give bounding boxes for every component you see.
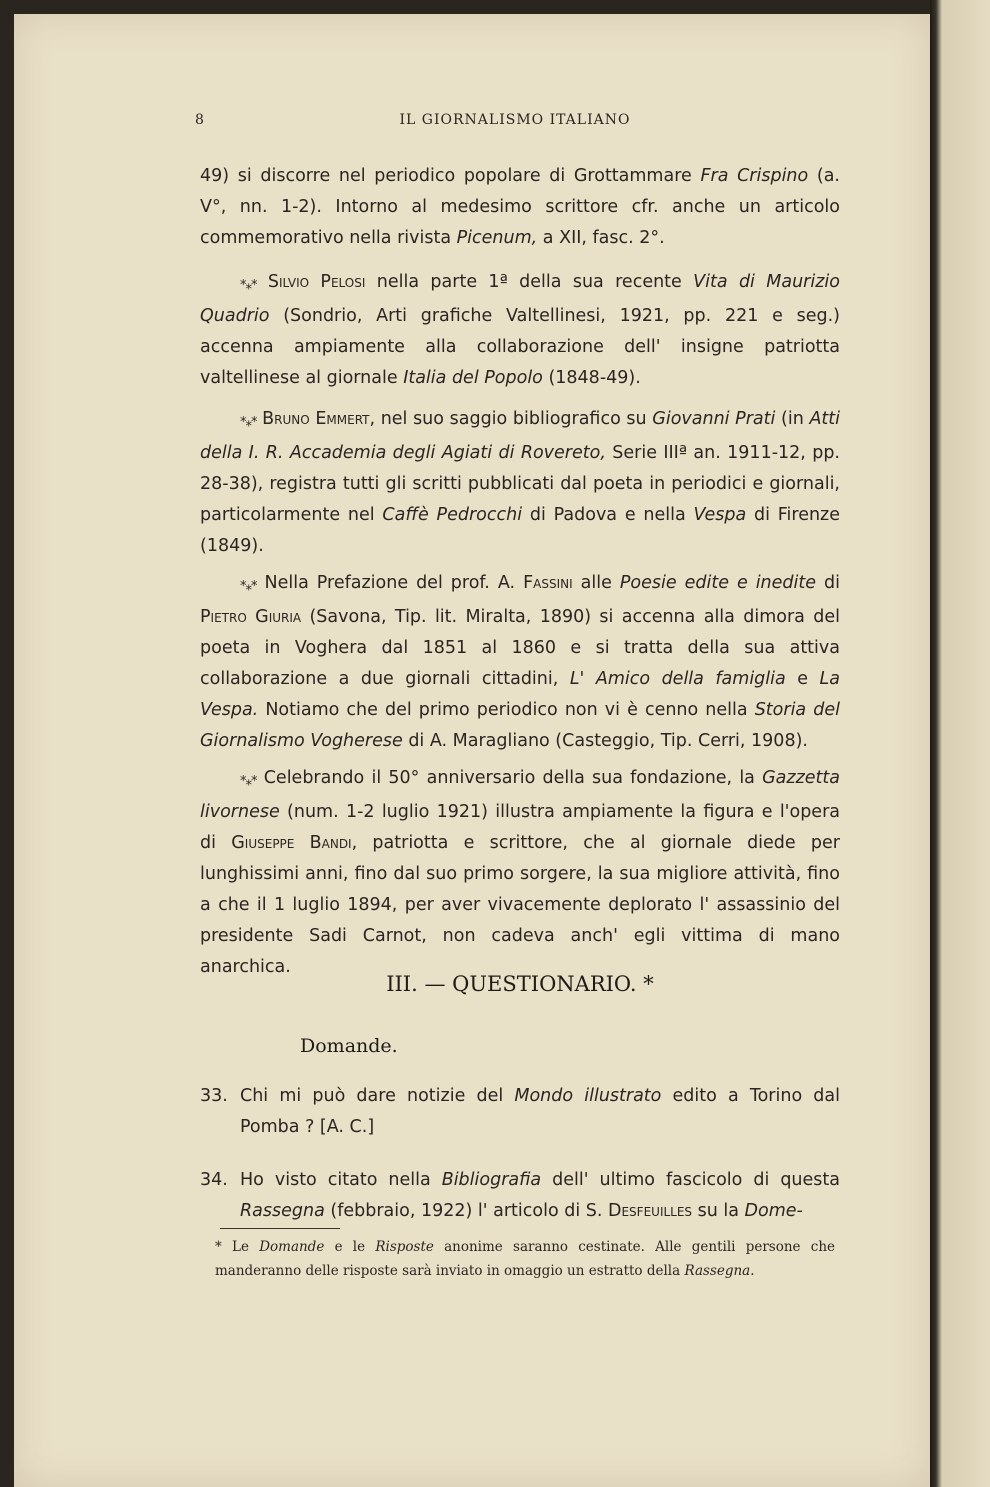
book-title: Storia del Giornalismo Vogherese (200, 700, 840, 751)
text-span: alle (572, 573, 620, 593)
periodical-title: Mondo illustrato (514, 1086, 662, 1106)
text-span: di Padova e nella (522, 505, 694, 525)
paragraph-continuation (200, 161, 840, 254)
book-title: Vita di Maurizio Quadrio (200, 272, 840, 326)
title-fragment: Dome- (744, 1201, 803, 1221)
periodical-title: Fra Crispino (700, 166, 809, 186)
author-name: Desfeuilles (608, 1201, 693, 1221)
paragraph-emmert (200, 404, 840, 562)
book-title: Giovanni Prati (652, 409, 776, 429)
text-span: di Firenze (1849). (200, 505, 841, 556)
question-text (240, 1165, 840, 1227)
author-name: Fassini (523, 573, 573, 593)
text-span: Celebrando il 50° anniversario della sua fondazione, la (263, 768, 763, 788)
text-span: e le (324, 1239, 376, 1255)
text-span: patriotta e scrittore, che al giornale diede per lunghissimi anni, fino dal suo primo sorgere, la sua migliore attività, fino a che il 1 luglio 1894, per aver vivacemente deplorato l' assassinio del presidente Sadi Carnot, non cadeva anch' egli vittima di mano anarchica. (200, 833, 841, 977)
text-span: 49) si discorre nel periodico popolare di Grottammare (200, 166, 701, 186)
periodical-title: Rassegna. (684, 1263, 755, 1279)
text-span: su la (692, 1201, 745, 1221)
subheading: Domande. (300, 1035, 398, 1057)
question-33 (200, 1081, 840, 1143)
question-number: 34. (200, 1170, 228, 1190)
text-span: Chi mi può dare notizie del (240, 1086, 515, 1106)
running-title: IL GIORNALISMO ITALIANO (399, 112, 631, 128)
author-name: Bruno Emmert, (262, 409, 376, 429)
asterism-icon: *⁎* (240, 415, 257, 430)
journal-title: Atti della I. R. Accademia degli Agiati di Rovereto, (200, 409, 840, 463)
periodical-title: Caffè Pedrocchi (382, 505, 523, 525)
page-header (195, 112, 835, 138)
text-span: (num. 1-2 luglio 1921) illustra ampiamente la figura e l'opera di (200, 802, 840, 853)
text-span: * Le (215, 1239, 260, 1255)
text-span: nella parte 1ª della sua recente (365, 272, 694, 292)
text-span: a XII, fasc. 2°. (537, 228, 665, 248)
text-span: dell' ultimo fascicolo di questa (541, 1170, 840, 1190)
section-name: Domande (259, 1239, 325, 1255)
text-span: edito a Torino dal Pomba ? [A. C.] (240, 1086, 840, 1137)
periodical-title: Italia del Popolo (403, 368, 543, 388)
author-name: Pietro Giuria (200, 607, 302, 627)
text-span: (Savona, Tip. lit. Miralta, 1890) si accenna alla dimora del poeta in Voghera dal 1851 al 1860 e si tratta della sua attiva collaborazione a due giornali cittadini, (200, 607, 840, 689)
text-span: di (816, 573, 840, 593)
author-name: Silvio Pelosi (267, 272, 366, 292)
page-number: 8 (195, 112, 205, 128)
paragraph-bandi (200, 763, 840, 983)
periodical-title: L' Amico della famiglia (569, 669, 786, 689)
asterism-icon: *⁎* (240, 774, 257, 789)
text-span: Serie IIIª an. 1911-12, pp. 28-38), registra tutti gli scritti pubblicati dal poeta in periodici e giornali, particolarmente nel (200, 443, 840, 525)
footnote-rule (220, 1228, 340, 1229)
text-span: Ho visto citato nella (240, 1170, 442, 1190)
text-span: e (785, 669, 820, 689)
page-gutter (930, 0, 990, 1487)
text-span: anonime saranno cestinate. Alle gentili persone che manderanno delle risposte sarà inviato in omaggio un estratto della (215, 1239, 836, 1279)
footnote (215, 1235, 835, 1283)
periodical-title: Picenum, (456, 228, 538, 248)
question-number: 33. (200, 1086, 228, 1106)
paragraph-pelosi (200, 267, 840, 394)
text-span: (a. V°, nn. 1-2). Intorno al medesimo scrittore cfr. anche un articolo commemorativo nella rivista (200, 166, 840, 248)
paragraph-fassini (200, 568, 840, 757)
periodical-title: Rassegna (240, 1201, 325, 1221)
text-span: nel suo saggio bibliografico su (375, 409, 653, 429)
periodical-title: La Vespa. (200, 669, 840, 720)
author-name: Giuseppe Bandi, (231, 833, 358, 853)
text-span: (1848-49). (542, 368, 641, 388)
text-span: Nella Prefazione del prof. A. (264, 573, 524, 593)
question-34 (200, 1165, 840, 1227)
asterism-icon: *⁎* (240, 579, 257, 594)
text-span: (febbraio, 1922) l' articolo di S. (324, 1201, 608, 1221)
section-name: Bibliografia (441, 1170, 542, 1190)
text-span: Notiamo che del primo periodico non vi è cenno nella (258, 700, 755, 720)
section-name: Risposte (375, 1239, 434, 1255)
text-span: (Sondrio, Arti grafiche Valtellinesi, 1921, pp. 221 e seg.) accenna ampiamente alla collaborazione dell' insigne patriotta valtellinese al giornale (200, 306, 840, 388)
text-span: (in (775, 409, 810, 429)
section-title: III. — QUESTIONARIO. * (386, 972, 654, 996)
asterism-icon: *⁎* (240, 278, 257, 293)
text-span: di A. Maragliano (Casteggio, Tip. Cerri, 1908). (402, 731, 808, 751)
question-text (240, 1081, 840, 1143)
book-title: Poesie edite e inedite (619, 573, 817, 593)
periodical-title: Vespa (693, 505, 747, 525)
periodical-title: Gazzetta livornese (200, 768, 840, 822)
